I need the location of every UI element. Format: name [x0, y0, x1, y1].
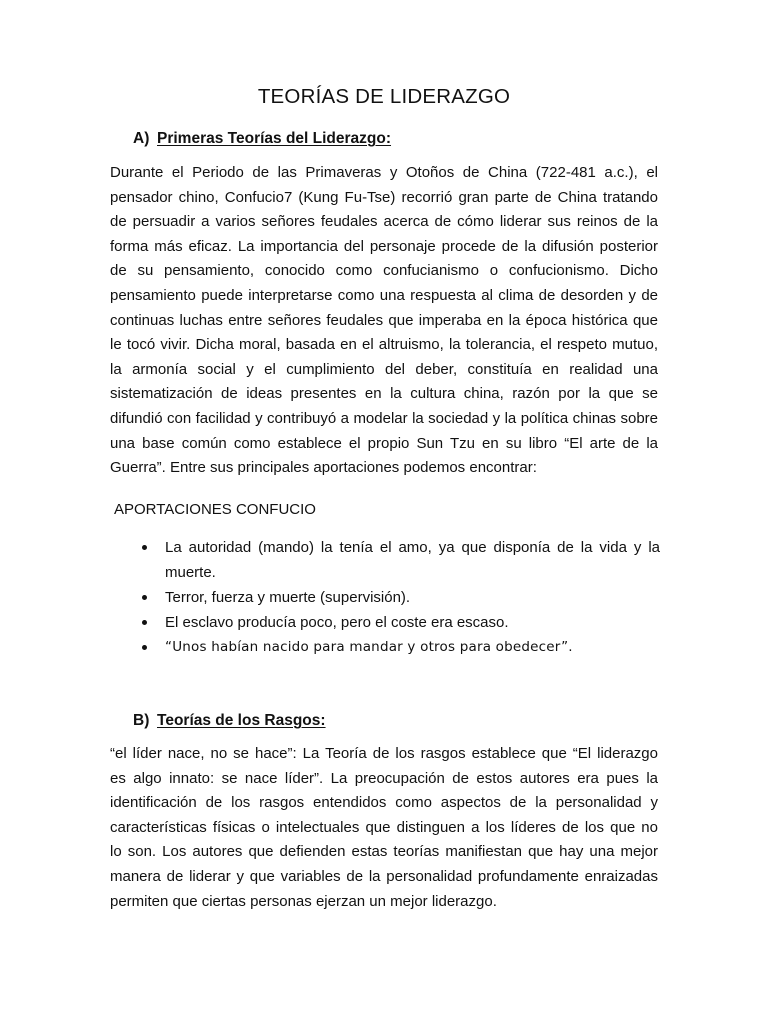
aportaciones-label: APORTACIONES CONFUCIO	[114, 501, 316, 518]
section-b-title: Teorías de los Rasgos:	[157, 712, 326, 729]
section-b-heading	[133, 711, 326, 731]
paragraph-line: identificación de los rasgos entendidos como aspectos de la personalidad y	[110, 794, 658, 812]
list-item	[140, 635, 660, 660]
paragraph-line: pensamiento puede interpretarse como una respuesta al clima de desorden y de	[110, 286, 658, 304]
paragraph-line: Guerra”. Entre sus principales aportaciones podemos encontrar:	[110, 459, 537, 477]
list-item-text: “Unos habían nacido para mandar y otros para obedecer”.	[165, 639, 573, 655]
paragraph-line: “el líder nace, no se hace”: La Teoría de los rasgos establece que “El liderazgo	[110, 745, 658, 762]
paragraph-line: pensador chino, Confucio7 (Kung Fu-Tse) recorrió gran parte de China tratando	[110, 188, 658, 206]
paragraph-line: una base común como establece el propio Sun Tzu en su libro “El arte de la	[110, 434, 658, 452]
paragraph-line: la armonía social y el cumplimiento del deber, constituía en realidad una	[110, 360, 658, 378]
section-a-paragraph	[110, 161, 658, 481]
list-item-text: Terror, fuerza y muerte (supervisión).	[165, 589, 411, 606]
paragraph-line: lo son. Los autores que defienden estas teorías manifiestan que hay una mejor	[110, 843, 658, 861]
document-title: TEORÍAS DE LIDERAZGO	[257, 85, 511, 108]
paragraph-line: difundió con facilidad y contribuyó a modelar la sociedad y la política chinas sobre	[110, 409, 658, 427]
list-item-text: El esclavo producía poco, pero el coste era escaso.	[165, 614, 509, 631]
list-item	[140, 610, 660, 635]
section-a-heading	[133, 129, 391, 149]
bullet-dot-icon	[142, 545, 147, 550]
bullet-dot-icon	[142, 645, 147, 650]
paragraph-line: forma más eficaz. La importancia del personaje procede de la difusión posterior	[110, 237, 658, 255]
bullet-dot-icon	[142, 595, 147, 600]
section-b-paragraph	[110, 742, 658, 914]
list-item	[140, 535, 660, 585]
bullet-dot-icon	[142, 620, 147, 625]
paragraph-line: Durante el Periodo de las Primaveras y Otoños de China (722-481 a.c.), el	[110, 164, 658, 181]
list-item	[140, 585, 660, 610]
aportaciones-list	[140, 535, 660, 660]
paragraph-line: continuas luchas entre señores feudales que imperaba en la época histórica que	[110, 311, 658, 329]
paragraph-line: manera de liderar y que variables de la personalidad profundamente enraizadas	[110, 867, 658, 885]
paragraph-line: es algo innato: se nace líder”. La preocupación de estos autores era pues la	[110, 769, 658, 787]
list-item-text: La autoridad (mando) la tenía el amo, ya que disponía de la vida y la muerte.	[165, 539, 660, 581]
section-a-title: Primeras Teorías del Liderazgo:	[157, 130, 392, 147]
paragraph-line: permiten que ciertas personas ejerzan un mejor liderazgo.	[110, 892, 497, 910]
paragraph-line: características físicas o intelectuales que distinguen a los líderes de los que no	[110, 818, 658, 836]
paragraph-line: sistematización de ideas presentes en la cultura china, razón por la que se	[110, 385, 658, 403]
section-a-letter: A)	[133, 130, 150, 147]
section-b-letter: B)	[133, 712, 150, 729]
paragraph-line: de persuadir a varios señores feudales acerca de cómo liderar sus reinos de la	[110, 213, 658, 231]
paragraph-line: le tocó vivir. Dicha moral, basada en el altruismo, la tolerancia, el respeto mutuo,	[110, 336, 658, 354]
paragraph-line: de su pensamiento, conocido como confucianismo o confucionismo. Dicho	[110, 262, 658, 280]
